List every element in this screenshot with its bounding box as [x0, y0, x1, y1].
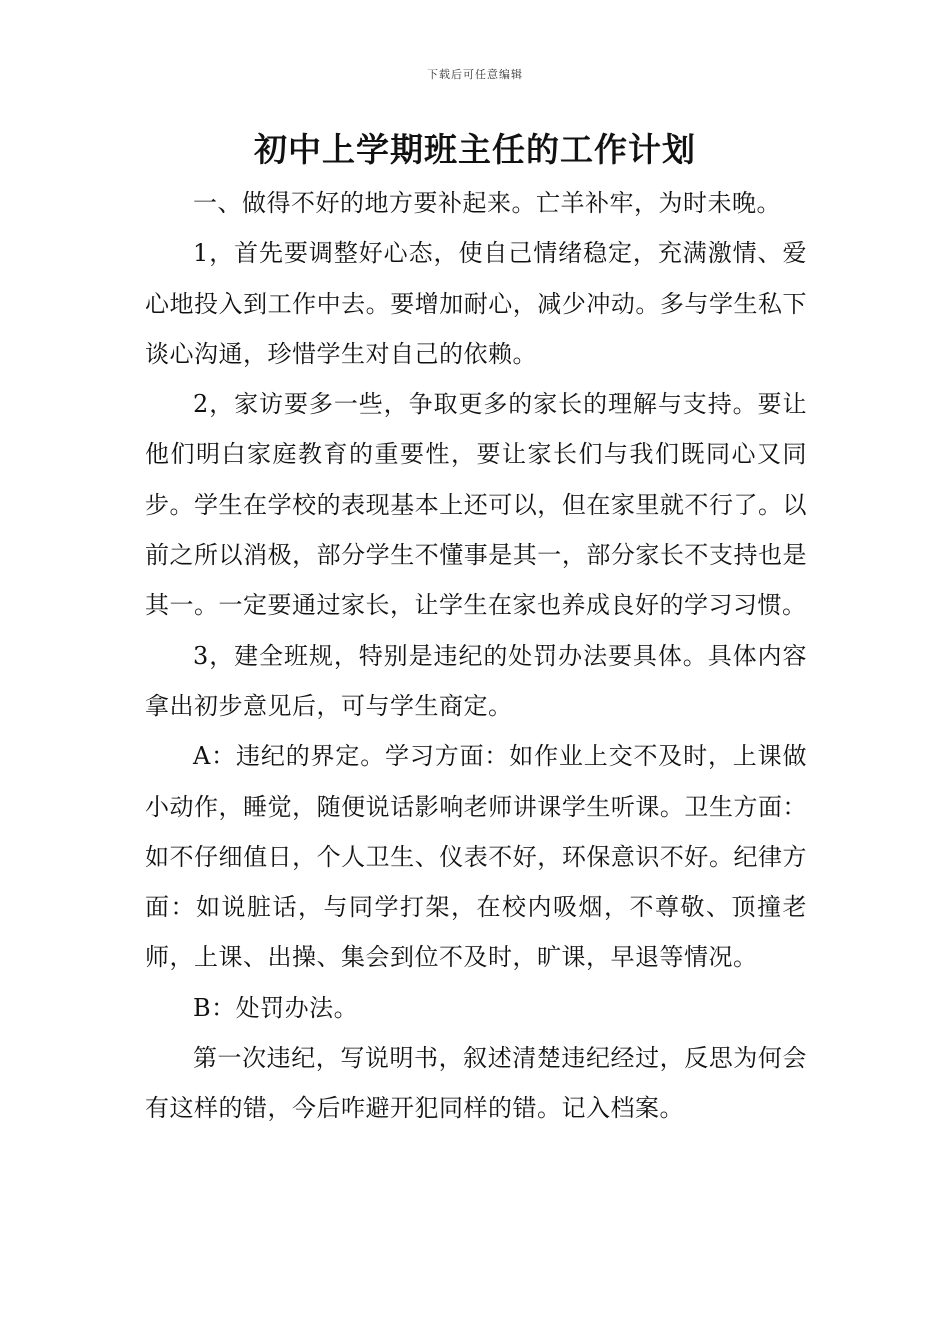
paragraph-5: A：违纪的界定。学习方面：如作业上交不及时，上课做小动作，睡觉，随便说话影响老师讲课学生听课。卫生方面：如不仔细值日，个人卫生、仪表不好，环保意识不好。纪律方面：如说脏话，与同学打架，在校内吸烟，不尊敬、顶撞老师，上课、出操、集会到位不及时，旷课，早退等情况。: [145, 742, 807, 972]
paragraph-4: 3，建全班规，特别是违纪的处罚办法要具体。具体内容拿出初步意见后，可与学生商定。: [145, 641, 807, 720]
paragraph-3: 2，家访要多一些，争取更多的家长的理解与支持。要让他们明白家庭教育的重要性，要让家长们与我们既同心又同步。学生在学校的表现基本上还可以，但在家里就不行了。以前之所以消极，部分学生不懂事是其一，部分家长不支持也是其一。一定要通过家长，让学生在家也养成良好的学习习惯。: [145, 390, 807, 620]
paragraph-7: 第一次违纪，写说明书，叙述清楚违纪经过，反思为何会有这样的错，今后咋避开犯同样的错。记入档案。: [145, 1044, 807, 1123]
paragraph-1: 一、做得不好的地方要补起来。亡羊补牢，为时未晚。: [193, 189, 781, 217]
document-body: [145, 178, 807, 1134]
header-note: 下载后可任意编辑: [427, 68, 523, 81]
paragraph-2: 1，首先要调整好心态，使自己情绪稳定，充满激情、爱心地投入到工作中去。要增加耐心，减少冲动。多与学生私下谈心沟通，珍惜学生对自己的依赖。: [145, 239, 807, 368]
paragraph-6: B：处罚办法。: [193, 993, 359, 1022]
document-title: 初中上学期班主任的工作计划: [254, 130, 696, 169]
